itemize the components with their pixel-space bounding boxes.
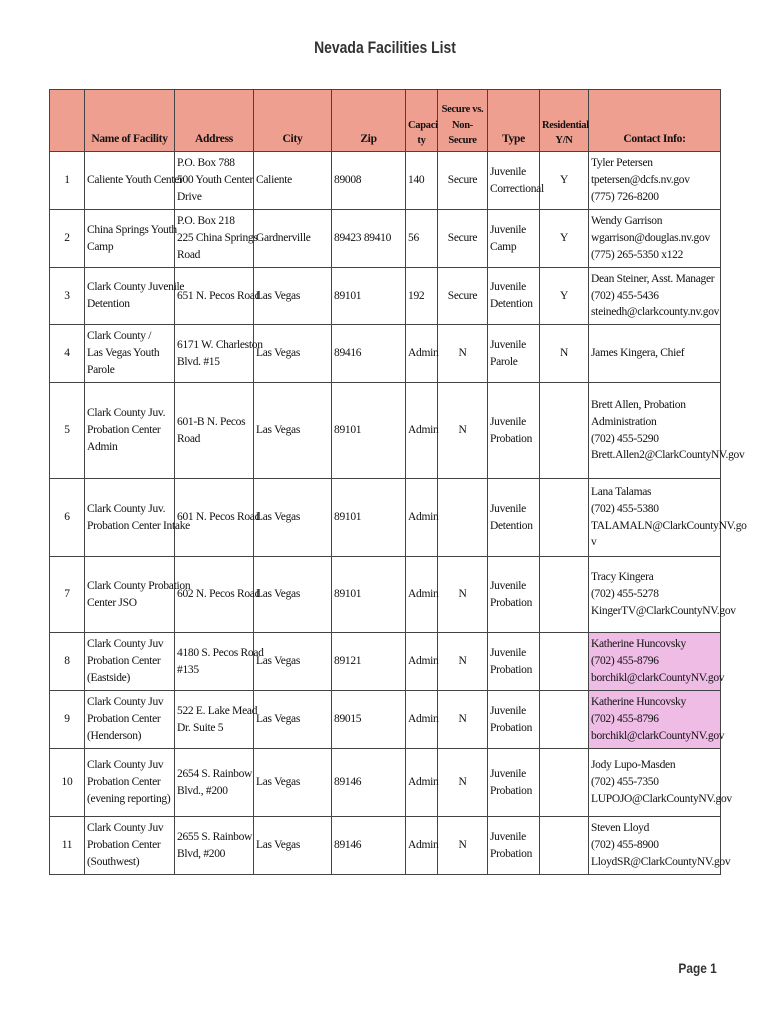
cell-num-line: 5 [64,424,70,437]
cell-capacity [406,749,438,817]
cell-residential [540,268,589,325]
header-num [50,90,85,152]
cell-name-line: Clark County / [87,330,152,343]
cell-num [50,268,85,325]
cell-zip-line: 89101 [334,511,362,524]
cell-zip [332,210,406,268]
cell-contact [589,210,721,268]
cell-address-line: 651 N. Pecos Road [177,289,261,302]
cell-contact-line: KingerTV@ClarkCountyNV.gov [591,604,736,617]
cell-num-line: 8 [64,655,70,668]
cell-city [254,557,332,633]
cell-num [50,210,85,268]
cell-type-line: Juvenile [490,767,526,780]
cell-type [488,749,540,817]
cell-type [488,557,540,633]
cell-contact-line: Katherine Huncovsky [591,696,686,709]
cell-zip-line: 89416 [334,347,362,360]
cell-secure-line: N [458,776,467,789]
cell-capacity-line: 140 [408,174,425,187]
cell-zip-line: 89101 [334,588,362,601]
cell-city [254,817,332,875]
cell-name-line: Clark County Juv [87,638,164,651]
cell-type-line: Juvenile [490,281,526,294]
cell-address-line: Blvd, #200 [177,847,226,860]
cell-secure [438,210,488,268]
cell-capacity-line: Admin [408,839,439,852]
header-secure: Secure vs. Non-Secure [438,90,488,152]
cell-contact-line: Jody Lupo-Masden [591,759,676,772]
cell-secure-line: Secure [447,289,478,302]
cell-secure-line: N [458,839,467,852]
cell-residential-line: Y [559,289,568,302]
cell-address [175,268,261,325]
cell-residential [540,817,589,875]
cell-type-line: Detention [490,519,533,532]
cell-name-line: Probation Center [87,424,161,437]
cell-num [50,633,85,691]
cell-address-line: P.O. Box 218 [177,215,235,228]
cell-contact [589,557,736,633]
cell-city-line: Las Vegas [256,776,301,789]
cell-num [50,152,85,210]
page-number: Page 1 [678,960,717,976]
cell-address-line: 4180 S. Pecos Road [177,646,264,659]
cell-contact-line: v [591,536,597,549]
cell-residential [540,557,589,633]
cell-name [85,691,175,749]
cell-contact-line: TALAMALN@ClarkCountyNV.go [591,519,747,532]
cell-name-line: (Henderson) [87,729,142,742]
cell-city-line: Gardnerville [256,232,311,245]
cell-name-line: Clark County Juv. [87,407,166,420]
cell-zip [332,633,406,691]
cell-name-line: Probation Center [87,655,161,668]
cell-capacity [406,633,438,691]
cell-capacity [406,817,438,875]
table-row [50,325,721,383]
cell-num-line: 4 [64,347,70,360]
cell-contact-line: (775) 726-8200 [591,190,659,203]
cell-name-line: (evening reporting) [87,792,171,805]
cell-contact-line: Brett.Allen2@ClarkCountyNV.gov [591,449,745,462]
cell-contact-line: (702) 455-5278 [591,588,659,601]
cell-city [254,633,332,691]
cell-type-line: Juvenile [490,502,526,515]
cell-type-line: Juvenile [490,646,526,659]
cell-contact-line: LloydSR@ClarkCountyNV.gov [591,855,731,868]
cell-address [175,210,258,268]
cell-type-line: Probation [490,596,533,609]
cell-city [254,325,332,383]
header-contact: Contact Info: [589,90,721,152]
table-body [50,152,747,875]
cell-name-line: Clark County Juv. [87,502,166,515]
cell-address [175,749,254,817]
table-header-row [50,90,721,152]
cell-secure-line: N [458,424,467,437]
cell-type [488,383,540,479]
header-residential: Residential Y/N [540,90,589,152]
table-row [50,633,721,691]
cell-city [254,691,332,749]
table-row [50,479,721,557]
cell-zip-line: 89101 [334,424,362,437]
cell-name-line: Parole [87,363,115,376]
cell-type-line: Juvenile [490,223,526,236]
cell-name [85,152,183,210]
cell-type-line: Probation [490,663,533,676]
cell-type-line: Probation [490,847,533,860]
cell-secure-line: N [458,655,467,668]
cell-num [50,557,85,633]
cell-capacity [406,268,438,325]
cell-contact-line: Katherine Huncovsky [591,638,686,651]
cell-contact-line: steinedh@clarkcounty.nv.gov [591,306,720,319]
cell-contact-line: (702) 455-7350 [591,776,659,789]
cell-secure-line: N [458,713,467,726]
table-row [50,383,721,479]
cell-city-line: Las Vegas [256,289,301,302]
cell-contact [589,691,725,749]
cell-name-line: Center JSO [87,596,137,609]
cell-address-line: 601-B N. Pecos [177,415,246,428]
cell-capacity [406,691,438,749]
cell-secure [438,325,488,383]
cell-type-line: Correctional [490,182,544,195]
cell-name [85,479,190,557]
cell-name-line: (Eastside) [87,671,130,684]
cell-name-line: Probation Center [87,713,161,726]
cell-type [488,325,540,383]
cell-name [85,633,175,691]
cell-contact-line: (702) 455-5436 [591,289,659,302]
cell-num [50,691,85,749]
header-type: Type [488,90,540,152]
cell-city-line: Las Vegas [256,424,301,437]
cell-secure [438,268,488,325]
cell-residential [540,749,589,817]
cell-secure [438,557,488,633]
cell-capacity [406,325,438,383]
cell-capacity-line: 56 [408,232,419,245]
cell-city [254,210,332,268]
cell-name-line: Caliente Youth Center [87,174,183,187]
cell-zip [332,557,406,633]
cell-city [254,479,332,557]
cell-contact-line: tpetersen@dcfs.nv.gov [591,174,690,187]
cell-num-line: 1 [64,174,70,187]
cell-capacity-line: Admin [408,588,439,601]
cell-residential-line: N [559,347,568,360]
header-city: City [254,90,332,152]
cell-zip [332,817,406,875]
cell-type [488,210,540,268]
cell-zip-line: 89146 [334,776,362,789]
cell-type [488,633,540,691]
cell-name-line: Clark County Juv [87,822,164,835]
cell-contact-line: Lana Talamas [591,486,652,499]
cell-residential [540,383,589,479]
cell-contact-line: (702) 455-8900 [591,839,659,852]
cell-address-line: 2655 S. Rainbow [177,830,253,843]
cell-address-line: Road [177,248,201,261]
cell-zip [332,325,406,383]
cell-zip-line: 89015 [334,713,362,726]
cell-residential [540,152,589,210]
cell-secure [438,479,488,557]
cell-contact-line: Brett Allen, Probation [591,399,686,412]
cell-secure-line: Secure [447,232,478,245]
cell-address-line: #135 [177,663,199,676]
cell-name [85,557,191,633]
cell-zip [332,268,406,325]
cell-secure-line: N [458,347,467,360]
cell-type-line: Probation [490,721,533,734]
cell-contact [589,479,747,557]
table-row [50,749,721,817]
cell-contact [589,633,725,691]
cell-address-line: 522 E. Lake Mead [177,704,258,717]
cell-address-line: Blvd., #200 [177,784,228,797]
header-name: Name of Facility [85,90,175,152]
cell-name-line: Clark County Probation [87,579,191,592]
cell-type [488,691,540,749]
table-row [50,557,721,633]
cell-capacity [406,479,438,557]
cell-zip [332,749,406,817]
cell-name-line: Probation Center Intake [87,519,190,532]
header-address: Address [175,90,254,152]
cell-type-line: Probation [490,784,533,797]
cell-num [50,325,85,383]
cell-name-line: Clark County Juvenile [87,281,185,294]
cell-address [175,479,261,557]
cell-city-line: Las Vegas [256,347,301,360]
cell-num-line: 11 [61,839,73,852]
cell-residential [540,210,589,268]
cell-zip [332,691,406,749]
cell-address-line: Dr. Suite 5 [177,721,224,734]
cell-contact-line: Administration [591,415,657,428]
cell-city [254,268,332,325]
cell-secure [438,383,488,479]
cell-secure [438,691,488,749]
cell-address [175,817,254,875]
cell-type-line: Camp [490,240,517,253]
cell-address [175,557,261,633]
table-row [50,152,721,210]
cell-num-line: 6 [64,511,70,524]
cell-contact-line: Tyler Petersen [591,157,653,170]
cell-num-line: 7 [64,588,70,601]
cell-secure [438,152,488,210]
cell-type [488,268,540,325]
cell-type [488,817,540,875]
cell-address-line: 500 Youth Center [177,174,254,187]
cell-zip-line: 89101 [334,289,362,302]
cell-type-line: Juvenile [490,338,526,351]
cell-address [175,633,264,691]
cell-contact-line: (702) 455-8796 [591,655,659,668]
cell-num [50,383,85,479]
cell-zip-line: 89423 89410 [334,232,392,245]
cell-secure-line: N [458,588,467,601]
cell-address [175,325,263,383]
table-row [50,691,721,749]
cell-contact-line: (775) 265-5350 x122 [591,248,684,261]
cell-capacity-line: Admin [408,655,439,668]
cell-contact-line: Dean Steiner, Asst. Manager [591,272,715,285]
cell-name [85,325,175,383]
cell-type-line: Detention [490,298,533,310]
cell-contact-line: borchikl@clarkCountyNV.gov [591,671,725,684]
cell-address-line: Drive [177,190,202,203]
cell-address-line: 6171 W. Charleston [177,338,263,351]
cell-contact [589,152,721,210]
cell-capacity [406,210,438,268]
cell-address-line: 601 N. Pecos Road [177,511,261,524]
cell-type-line: Juvenile [490,165,526,178]
cell-num-line: 2 [64,232,70,245]
cell-name-line: Probation Center [87,839,161,852]
cell-residential [540,325,589,383]
cell-contact [589,817,731,875]
cell-secure-line: Secure [447,174,478,187]
header-capacity: Capaci ty [406,90,438,152]
cell-capacity-line: Admin [408,347,439,360]
cell-num [50,479,85,557]
cell-contact-line: (702) 455-8796 [591,713,659,726]
cell-contact [589,383,745,479]
cell-contact-line: James Kingera, Chief [591,347,685,360]
cell-address-line: P.O. Box 788 [177,157,235,170]
cell-address [175,152,254,210]
page-title: Nevada Facilities List [314,38,456,57]
cell-name-line: Clark County Juv [87,759,164,772]
cell-capacity [406,383,438,479]
cell-contact-line: Tracy Kingera [591,571,654,584]
cell-num [50,817,85,875]
cell-zip-line: 89121 [334,655,362,668]
cell-address-line: Blvd. #15 [177,355,220,368]
cell-name-line: Las Vegas Youth [87,347,160,360]
cell-capacity-line: Admin [408,511,439,524]
cell-capacity-line: Admin [408,713,439,726]
cell-name [85,383,175,479]
cell-name-line: Camp [87,240,114,253]
cell-type-line: Juvenile [490,415,526,428]
cell-name [85,817,175,875]
cell-zip [332,479,406,557]
cell-type-line: Parole [490,355,518,368]
cell-contact-line: (702) 455-5290 [591,432,659,445]
cell-city-line: Las Vegas [256,713,301,726]
cell-type [488,479,540,557]
cell-type-line: Juvenile [490,704,526,717]
cell-residential [540,691,589,749]
cell-name [85,210,175,268]
header-zip: Zip [332,90,406,152]
cell-num-line: 9 [64,713,70,726]
cell-contact [589,325,721,383]
cell-residential [540,479,589,557]
cell-secure [438,633,488,691]
cell-address-line: 602 N. Pecos Road [177,588,261,601]
cell-city-line: Caliente [256,174,292,187]
cell-capacity-line: Admin [408,424,439,437]
cell-city [254,749,332,817]
cell-city-line: Las Vegas [256,655,301,668]
cell-zip-line: 89008 [334,174,362,187]
cell-zip-line: 89146 [334,839,362,852]
cell-city [254,383,332,479]
cell-name-line: Detention [87,298,130,310]
cell-contact-line: wgarrison@douglas.nv.gov [591,232,710,245]
cell-capacity [406,152,438,210]
cell-capacity [406,557,438,633]
cell-name-line: Admin [87,440,118,453]
cell-contact [589,268,721,325]
cell-contact-line: Steven Lloyd [591,822,650,835]
cell-name-line: Clark County Juv [87,696,164,709]
cell-name [85,268,185,325]
cell-name-line: (Southwest) [87,855,140,868]
cell-city [254,152,332,210]
cell-secure [438,749,488,817]
cell-name-line: Probation Center [87,776,161,789]
cell-num-line: 3 [64,289,70,302]
cell-num-line: 10 [61,776,73,789]
cell-zip [332,152,406,210]
cell-num [50,749,85,817]
cell-type-line: Juvenile [490,579,526,592]
cell-address [175,691,258,749]
cell-contact-line: (702) 455-5380 [591,502,659,515]
cell-residential-line: Y [559,232,568,245]
cell-city-line: Las Vegas [256,588,301,601]
cell-contact [589,749,732,817]
table-row [50,268,721,325]
cell-contact-line: Wendy Garrison [591,215,663,228]
cell-address-line: 225 China Springs [177,232,258,245]
cell-type [488,152,544,210]
cell-type-line: Probation [490,432,533,445]
cell-name [85,749,175,817]
cell-address-line: Road [177,432,201,445]
cell-address [175,383,254,479]
cell-capacity-line: 192 [408,289,425,302]
cell-secure [438,817,488,875]
cell-address-line: 2654 S. Rainbow [177,767,253,780]
cell-type-line: Juvenile [490,830,526,843]
cell-zip [332,383,406,479]
cell-contact-line: borchikl@clarkCountyNV.gov [591,729,725,742]
cell-residential-line: Y [559,174,568,187]
cell-city-line: Las Vegas [256,511,301,524]
table-row [50,210,721,268]
cell-name-line: China Springs Youth [87,223,177,236]
cell-capacity-line: Admin [408,776,439,789]
table-row [50,817,721,875]
cell-contact-line: LUPOJO@ClarkCountyNV.gov [591,792,732,805]
cell-residential [540,633,589,691]
cell-city-line: Las Vegas [256,839,301,852]
facilities-table [49,89,747,875]
